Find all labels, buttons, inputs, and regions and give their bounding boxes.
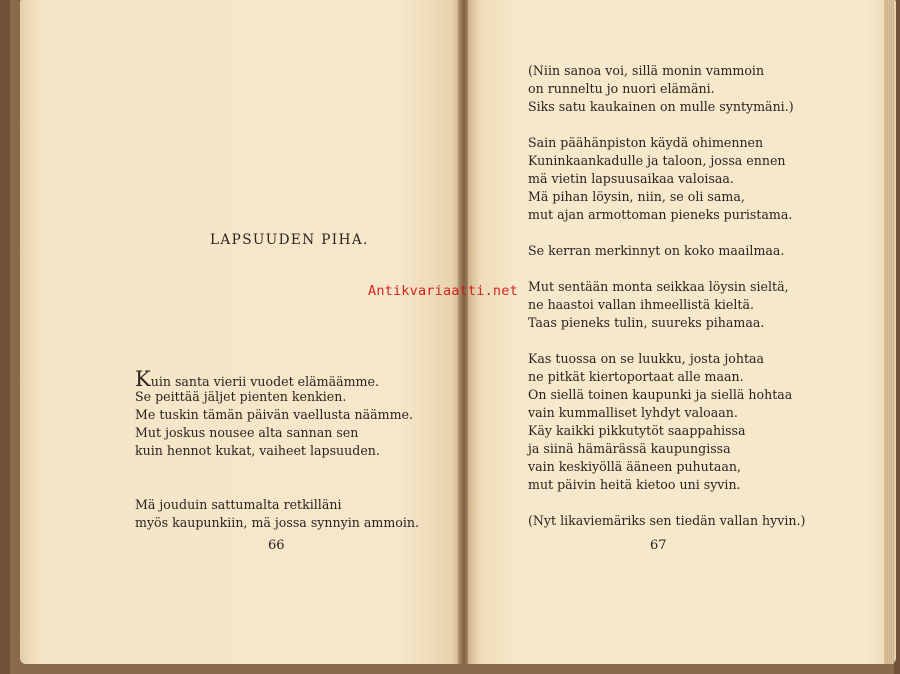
poem-line: (Nyt likaviemäriks sen tiedän vallan hyvin.) xyxy=(528,513,806,528)
chapter-title: LAPSUUDEN PIHA. xyxy=(210,232,369,248)
poem-line: Sain päähänpiston käydä ohimennen xyxy=(528,135,764,150)
poem-line: mut päivin heitä kietoo uni syvin. xyxy=(528,477,741,492)
left-stanza-1 xyxy=(135,367,413,460)
page-edges xyxy=(884,0,894,664)
first-line-text: uin santa vierii vuodet elämäämme. xyxy=(150,374,379,389)
page-number-left: 66 xyxy=(268,538,285,553)
left-page xyxy=(20,0,460,664)
right-page xyxy=(468,0,896,664)
poem-line: Mä pihan löysin, niin, se oli sama, xyxy=(528,189,745,204)
right-stanza-2 xyxy=(528,134,792,224)
poem-line: on runneltu jo nuori elämäni. xyxy=(528,81,715,96)
poem-line: Se kerran merkinnyt on koko maailmaa. xyxy=(528,243,785,258)
poem-line: Taas pieneks tulin, suureks pihamaa. xyxy=(528,315,765,330)
poem-line: vain keskiyöllä ääneen puhutaan, xyxy=(528,459,741,474)
poem-line: mut ajan armottoman pieneks puristama. xyxy=(528,207,793,222)
poem-line: Kas tuossa on se luukku, josta johtaa xyxy=(528,351,765,366)
poem-line: myös kaupunkiin, mä jossa synnyin ammoin. xyxy=(135,515,419,530)
right-stanza-4 xyxy=(528,278,789,332)
poem-line: ja siinä hämärässä kaupungissa xyxy=(528,441,731,456)
right-stanza-6 xyxy=(528,512,805,530)
poem-line: kuin hennot kukat, vaiheet lapsuuden. xyxy=(135,443,380,458)
poem-line: Mä jouduin sattumalta retkilläni xyxy=(135,497,342,512)
poem-line: Me tuskin tämän päivän vaellusta näämme. xyxy=(135,407,413,422)
left-stanza-2 xyxy=(135,496,419,532)
poem-line: (Niin sanoa voi, sillä monin vammoin xyxy=(528,63,765,78)
poem-line: Käy kaikki pikkutytöt saappahissa xyxy=(528,423,746,438)
poem-line: Mut joskus nousee alta sannan sen xyxy=(135,425,359,440)
right-stanza-5 xyxy=(528,350,792,494)
right-stanza-1 xyxy=(528,62,794,116)
poem-line: mä vietin lapsuusaikaa valoisaa. xyxy=(528,171,734,186)
first-line xyxy=(135,367,413,391)
page-number-right: 67 xyxy=(650,538,667,553)
poem-line: Se peittää jäljet pienten kenkien. xyxy=(135,389,347,404)
poem-line: On siellä toinen kaupunki ja siellä hohtaa xyxy=(528,387,793,402)
poem-line: ne pitkät kiertoportaat alle maan. xyxy=(528,369,744,384)
watermark-text: Antikvariaatti.net xyxy=(368,283,518,299)
open-book xyxy=(10,0,894,674)
poem-line: Kuninkaankadulle ja taloon, jossa ennen xyxy=(528,153,786,168)
poem-line: vain kummalliset lyhdyt valoaan. xyxy=(528,405,738,420)
poem-line: Mut sentään monta seikkaa löysin sieltä, xyxy=(528,279,789,294)
poem-line: ne haastoi vallan ihmeellistä kieltä. xyxy=(528,297,754,312)
poem-line: Siks satu kaukainen on mulle syntymäni.) xyxy=(528,99,794,114)
right-stanza-3 xyxy=(528,242,784,260)
drop-cap: K xyxy=(135,367,151,391)
